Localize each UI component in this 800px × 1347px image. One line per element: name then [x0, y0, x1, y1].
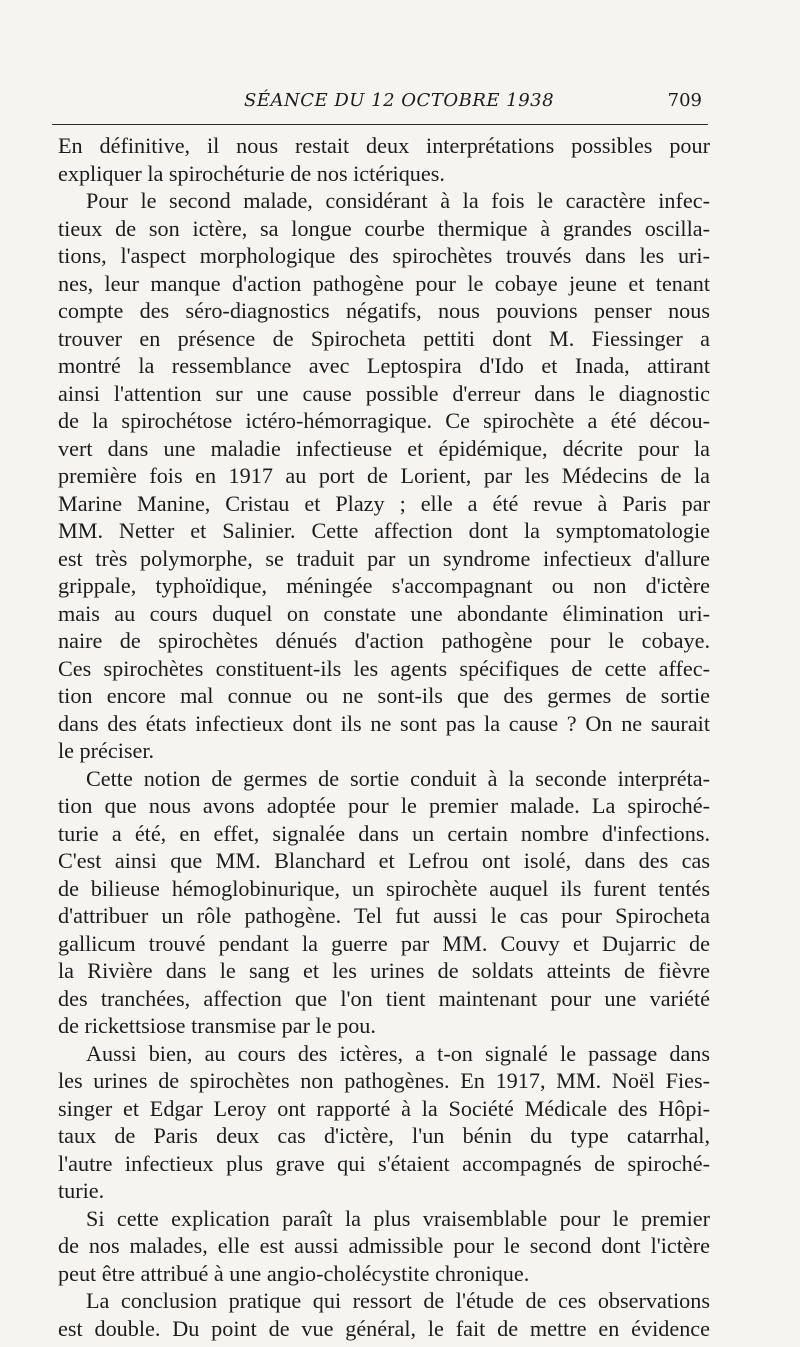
text-line: l'autre infectieux plus grave qui s'étaient accompagnés de spiroché-: [58, 1150, 710, 1176]
text-line: montré la ressemblance avec Leptospira d'Ido et Inada, attirant: [58, 353, 710, 378]
text-line: turie a été, en effet, signalée dans un certain nombre d'infections.: [58, 820, 710, 846]
text-line: expliquer la spirochéturie de nos ictériques.: [58, 160, 445, 186]
text-line: peut être attribué à une angio-cholécystite chronique.: [58, 1260, 530, 1286]
text-line: trouver en présence de Spirocheta pettiti dont M. Fiessinger a: [58, 325, 710, 351]
text-line: d'attribuer un rôle pathogène. Tel fut aussi le cas pour Spirocheta: [58, 903, 710, 928]
text-line: Pour le second malade, considérant à la fois le caractère infec-: [86, 188, 710, 213]
text-line: tion que nous avons adoptée pour le premier malade. La spiroché-: [58, 793, 710, 818]
text-line: Aussi bien, au cours des ictères, a t-on signalé le passage dans: [86, 1040, 710, 1066]
text-line: le préciser.: [58, 738, 155, 763]
running-header: [54, 88, 708, 118]
text-line: de la spirochétose ictéro-hémorragique. Ce spirochète a été décou-: [58, 408, 710, 433]
text-line: des tranchées, affection que l'on tient maintenant pour une variété: [58, 985, 710, 1011]
text-line: compte des séro-diagnostics négatifs, nous pouvions penser nous: [58, 298, 710, 323]
text-line: les urines de spirochètes non pathogènes. En 1917, MM. Noël Fies-: [58, 1068, 710, 1093]
text-line: MM. Netter et Salinier. Cette affection dont la symptomatologie: [58, 518, 710, 543]
text-line: Ces spirochètes constituent-ils les agents spécifiques de cette affec-: [58, 655, 710, 681]
text-line: ainsi l'attention sur une cause possible d'erreur dans le diagnostic: [58, 380, 710, 406]
text-line: Cette notion de germes de sortie conduit à la seconde interpréta-: [86, 765, 710, 791]
text-line: est double. Du point de vue général, le fait de mettre en évidence: [58, 1315, 710, 1341]
text-line: dans des états infectieux dont ils ne sont pas la cause ? On ne saurait: [58, 710, 710, 736]
text-line: tieux de son ictère, sa longue courbe thermique à grandes oscilla-: [58, 215, 710, 241]
text-line: gallicum trouvé pendant la guerre par MM. Couvy et Dujarric de: [58, 930, 710, 956]
text-line: Si cette explication paraît la plus vraisemblable pour le premier: [86, 1205, 710, 1231]
text-line: singer et Edgar Leroy ont rapporté à la Société Médicale des Hôpi-: [58, 1095, 710, 1121]
text-line: nes, leur manque d'action pathogène pour le cobaye jeune et tenant: [58, 270, 710, 296]
text-line: turie.: [58, 1178, 105, 1203]
text-line: de rickettsiose transmise par le pou.: [58, 1013, 376, 1038]
text-line: naire de spirochètes dénués d'action pathogène pour le cobaye.: [58, 628, 710, 653]
running-title: SÉANCE DU 12 OCTOBRE 1938: [244, 90, 555, 111]
text-line: tions, l'aspect morphologique des spirochètes trouvés dans les uri-: [58, 243, 710, 268]
text-line: La conclusion pratique qui ressort de l'étude de ces observations: [86, 1288, 710, 1313]
text-line: Marine Manine, Cristau et Plazy ; elle a été revue à Paris par: [58, 490, 710, 516]
text-line: taux de Paris deux cas d'ictère, l'un bénin du type catarrhal,: [58, 1123, 710, 1148]
text-line: vert dans une maladie infectieuse et épidémique, décrite pour la: [58, 435, 710, 461]
header-rule: [52, 124, 708, 125]
text-line: la Rivière dans le sang et les urines de soldats atteints de fièvre: [58, 958, 710, 983]
text-line: de bilieuse hémoglobinurique, un spirochète auquel ils furent tentés: [58, 875, 710, 901]
text-line: de nos malades, elle est aussi admissible pour le second dont l'ictère: [58, 1233, 710, 1258]
page-number: 709: [667, 90, 702, 111]
body-text: [58, 132, 710, 1342]
text-line: est très polymorphe, se traduit par un syndrome infectieux d'allure: [58, 545, 710, 571]
text-line: C'est ainsi que MM. Blanchard et Lefrou ont isolé, dans des cas: [58, 848, 710, 873]
text-line: grippale, typhoïdique, méningée s'accompagnant ou non d'ictère: [58, 573, 710, 598]
text-line: En définitive, il nous restait deux interprétations possibles pour: [58, 133, 710, 158]
text-line: première fois en 1917 au port de Lorient, par les Médecins de la: [58, 463, 710, 488]
text-line: tion encore mal connue ou ne sont-ils que des germes de sortie: [58, 683, 710, 708]
text-line: mais au cours duquel on constate une abondante élimination uri-: [58, 600, 710, 626]
